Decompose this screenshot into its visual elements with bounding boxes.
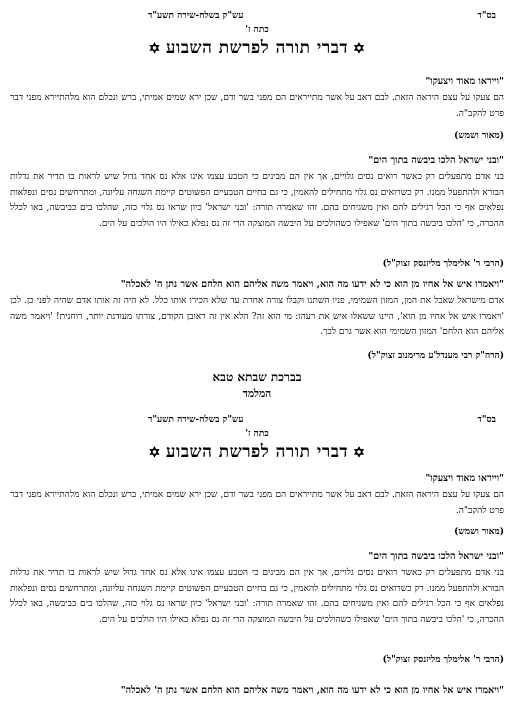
- star-of-david-icon: ✡: [353, 445, 366, 461]
- source-citation: (מאור ושמש): [454, 527, 504, 537]
- source-citation: (הרבי ר' אלימלך מליזנסק זצוק"ל): [382, 259, 504, 269]
- verse-heading: "ובני ישראל הלכו ביבשה בתוך הים": [368, 551, 504, 562]
- verse-heading: "וייראו מאוד ויצעקו": [425, 76, 504, 87]
- title-text: דברי תורה לפרשת השבוע: [165, 442, 349, 462]
- header-date: עש"ק בשלח-שירה תשע"ד: [148, 11, 244, 21]
- commentary-paragraph: בני אדם מתפעלים רק כאשר רואים נסים גלויים, אך אין הם מבינים כי הטבע עצמו אינו אלא נס אחד גדול שיש לראות בו תדיר את גדלות הבורא ולהתפעל ממנו. רק כשרואים נס גלוי מתחילים להאמין, כי גם בחיים הטבעיים הפשוטים קיימת השגחה עליונה, ומתרחשים נסים ונפלאות נפלאים אף כי הכל רגילים להם ואין משגיחים בהם. זהו שאמרה תורה: 'ובני ישראל' כיון שראו נס גלוי כזה, שהלכו בים כביבשה, באו לכלל ההכרה, כי 'הלכו ביבשה בתוך הים' שאפילו כשהולכים על היבשה המוצקה הרי זה נס נפלא כאילו היו הולכים על הים.: [10, 568, 504, 625]
- verse-heading: "ויאמרו איש אל אחיו מן הוא כי לא ידעו מה הוא, ויאמר משה אליהם הוא הלחם אשר נתן ה' לאכלה": [120, 279, 504, 290]
- commentary-paragraph: בני אדם מתפעלים רק כאשר רואים נסים גלויים, אך אין הם מבינים כי הטבע עצמו אינו אלא נס אחד גדול שיש לראות בו תדיר את גדלות הבורא ולהתפעל ממנו. רק כשרואים נס גלוי מתחילים להאמין, כי גם בחיים הטבעיים הפשוטים קיימת השגחה עליונה, ומתרחשים נסים ונפלאות נפלאים אף כי הכל רגילים להם ואין משגיחים בהם. זהו שאמרה תורה: 'ובני ישראל' כיון שראו נס גלוי כזה, שהלכו בים כביבשה, באו לכלל ההכרה, כי 'הלכו ביבשה בתוך הים' שאפילו כשהולכים על היבשה המוצקה הרי זה נס נפלא כאילו היו הולכים על הים.: [10, 172, 504, 229]
- class-label: כתה ז': [245, 25, 269, 35]
- page-title: [0, 38, 514, 58]
- page-title: [0, 442, 514, 462]
- title-text: דברי תורה לפרשת השבוע: [165, 38, 349, 58]
- star-of-david-icon: ✡: [353, 41, 366, 57]
- source-citation: (מאור ושמש): [454, 131, 504, 141]
- bsd-mark: בס"ד: [477, 415, 496, 425]
- page-header: [18, 414, 496, 425]
- bsd-mark: בס"ד: [477, 11, 496, 21]
- commentary-paragraph: אדם מישראל שאכל את המן, המזון השמימי, פניו השתנו וקבלו צורה אחרת עד שלא הכירו אותו כלל. לא היה זה אותו אדם שהיה לפני כן. לכן 'ויאמרו איש אל אחיו מן הוא', היינו ששאלו איש את רעהו: מי הוא זה? הלא אין זה ראובן הקודם, צורתו מעודנת יותר, רוחנית! 'ויאמר משה אליהם הוא הלחם' המזון השמימי הוא אשר גרם לכך.: [10, 296, 504, 337]
- star-of-david-icon: ✡: [148, 445, 161, 461]
- blessing-line: בברכת שבתא טבא: [212, 370, 302, 384]
- star-of-david-icon: ✡: [148, 41, 161, 57]
- source-citation: (הרבי ר' אלימלך מליזנסק זצוק"ל): [382, 655, 504, 665]
- source-citation: (הרה"ק רבי מענדל'ע מרימנוב זצוק"ל): [367, 351, 504, 361]
- teacher-signature: המלמד: [242, 388, 272, 400]
- header-date: עש"ק בשלח-שירה תשע"ד: [148, 415, 244, 425]
- verse-heading: "ויאמרו איש אל אחיו מן הוא כי לא ידעו מה הוא, ויאמר משה אליהם הוא הלחם אשר נתן ה' לאכלה": [120, 685, 504, 696]
- verse-heading: "וייראו מאוד ויצעקו": [425, 473, 504, 484]
- verse-heading: "ובני ישראל הלכו ביבשה בתוך הים": [368, 155, 504, 166]
- commentary-paragraph: הם צעקו על עצם היראה הזאת. לבם דאב על אשר מתייראים הם מפני בשר ודם, שכן ירא שמים אמיתי, ברש ונכלם הוא מלהתיירא מפני דבר פרט להקב"ה.: [10, 490, 504, 516]
- class-label: כתה ז': [245, 429, 269, 439]
- page-header: [18, 10, 496, 21]
- commentary-paragraph: הם צעקו על עצם היראה הזאת. לבם דאב על אשר מתייראים הם מפני בשר ודם, שכן ירא שמים אמיתי, ברש ונכלם הוא מלהתיירא מפני דבר פרט להקב"ה.: [10, 93, 504, 119]
